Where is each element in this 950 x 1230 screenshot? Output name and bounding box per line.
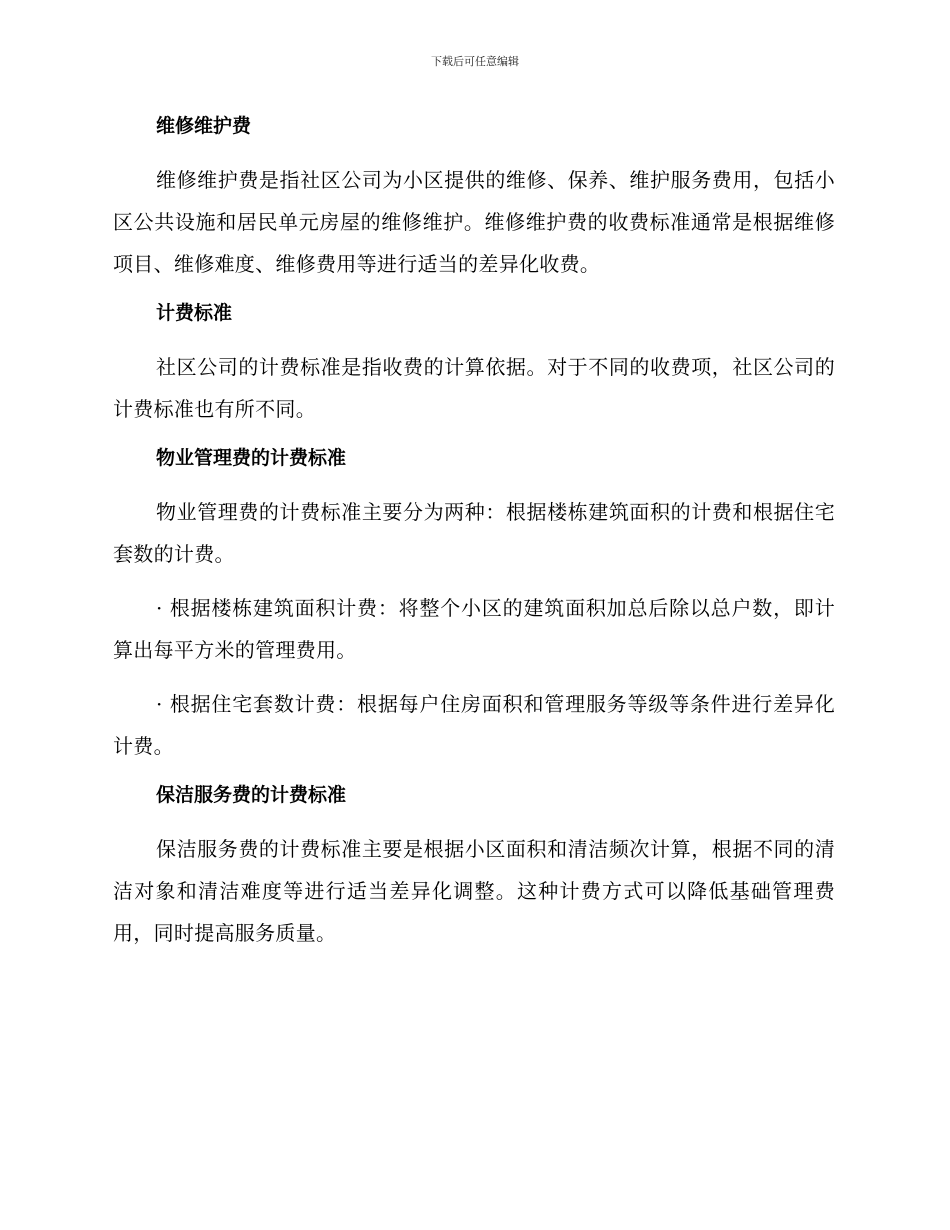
section-cleaning-service-fee xyxy=(113,779,835,954)
section-property-management-fee xyxy=(113,442,835,767)
paragraph: 社区公司的计费标准是指收费的计算依据。对于不同的收费项，社区公司的计费标准也有所不同。 xyxy=(113,355,835,421)
page-header: 下载后可任意编辑 xyxy=(431,55,519,68)
section-maintenance-fee xyxy=(113,110,835,285)
section-heading: 维修维护费 xyxy=(156,115,252,137)
section-heading: 物业管理费的计费标准 xyxy=(156,447,347,469)
paragraph: 物业管理费的计费标准主要分为两种：根据楼栋建筑面积的计费和根据住宅套数的计费。 xyxy=(113,500,835,566)
document-body xyxy=(113,110,835,966)
bullet-item: · 根据楼栋建筑面积计费：将整个小区的建筑面积加总后除以总户数，即计算出每平方米的管理费用。 xyxy=(113,596,835,662)
bullet-item: · 根据住宅套数计费：根据每户住房面积和管理服务等级等条件进行差异化计费。 xyxy=(113,692,835,758)
section-heading: 计费标准 xyxy=(156,302,233,324)
section-billing-standard xyxy=(113,297,835,430)
paragraph: 保洁服务费的计费标准主要是根据小区面积和清洁频次计算，根据不同的清洁对象和清洁难度等进行适当差异化调整。这种计费方式可以降低基础管理费用，同时提高服务质量。 xyxy=(113,837,835,945)
paragraph: 维修维护费是指社区公司为小区提供的维修、保养、维护服务费用，包括小区公共设施和居民单元房屋的维修维护。维修维护费的收费标准通常是根据维修项目、维修难度、维修费用等进行适当的差异化收费。 xyxy=(113,168,835,276)
section-heading: 保洁服务费的计费标准 xyxy=(156,784,347,806)
